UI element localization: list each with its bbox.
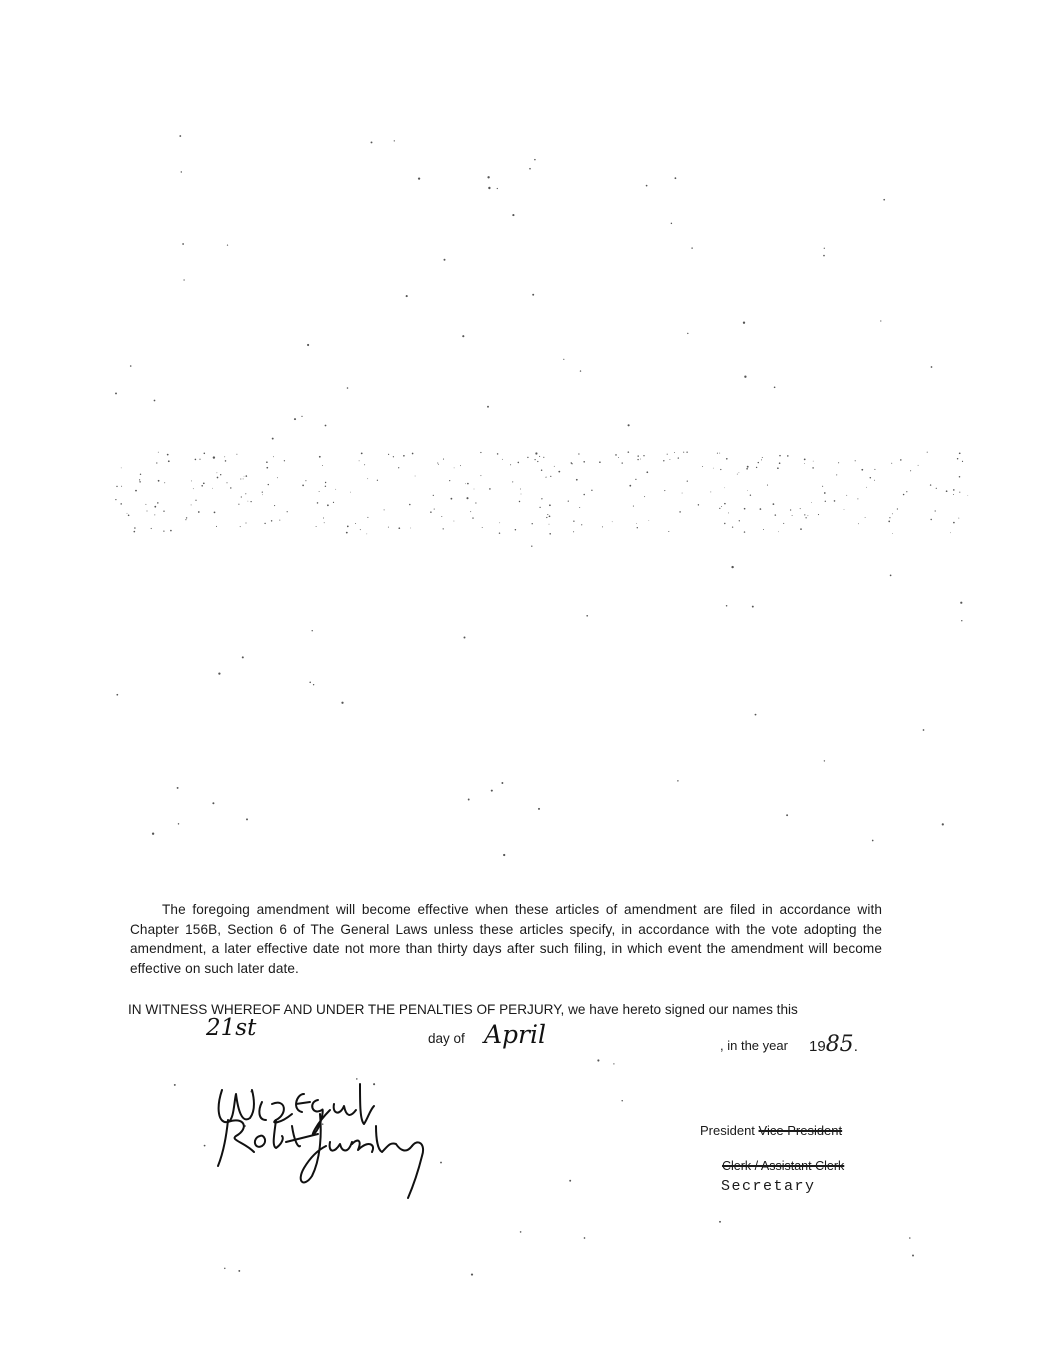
- signature-first: [219, 1084, 374, 1135]
- vice-president-struck: Vice President: [758, 1123, 843, 1138]
- title-secretary: Secretary: [721, 1178, 816, 1195]
- signature-second: [218, 1114, 423, 1198]
- year-value: [809, 1032, 858, 1057]
- signatures: [200, 1080, 460, 1210]
- witness-heading: IN WITNESS WHEREOF AND UNDER THE PENALTIES OF PERJURY,: [128, 1002, 565, 1017]
- day-of-label: day of: [428, 1031, 465, 1046]
- year-printed-digits: 19: [809, 1038, 826, 1055]
- title-clerk-struck: Clerk / Assistant Clerk: [722, 1159, 845, 1173]
- year-label: , in the year: [720, 1038, 788, 1053]
- year-trailing-dot: .: [853, 1038, 858, 1055]
- handwritten-day: 21st: [206, 1015, 257, 1041]
- handwritten-month: April: [484, 1020, 546, 1049]
- witness-text: we have hereto signed our names this: [564, 1002, 798, 1017]
- title-president: [700, 1123, 842, 1138]
- president-label: President: [700, 1123, 755, 1138]
- year-handwritten-digits: 85: [825, 1032, 854, 1057]
- effective-date-paragraph: The foregoing amendment will become effective when these articles of amendment are filed in accordance with Chapter 156B, Section 6 of The General Laws unless these articles specify, in accordance with the vote adopting the amendment, a later effective date not more than thirty days after such filing, in which event the amendment will become effective on such later date.: [130, 902, 882, 976]
